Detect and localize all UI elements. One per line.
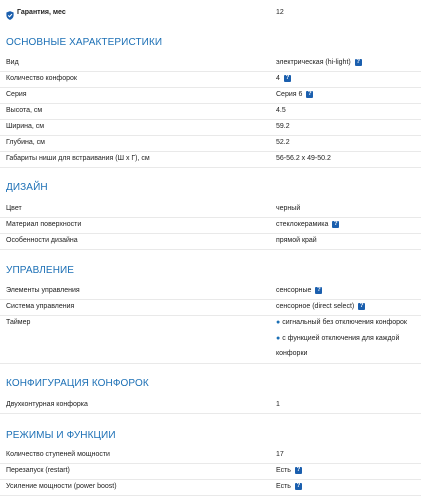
spec-value: 56-56.2 x 49-50.2: [276, 155, 331, 162]
spec-row: [0, 464, 421, 480]
help-icon[interactable]: ?: [317, 286, 321, 293]
spec-label: Габариты ниши для встраивания (Ш х Г), см: [6, 155, 150, 162]
spec-value: Есть ?: [276, 466, 301, 474]
warranty-value: 12: [276, 9, 284, 16]
spec-label: Ширина, см: [6, 123, 45, 130]
spec-value: черный: [276, 205, 301, 212]
spec-value: стеклокерамика ?: [276, 220, 338, 228]
spec-row: [0, 448, 421, 464]
spec-value: прямой край: [276, 237, 317, 244]
spec-row: [0, 152, 421, 168]
section-title-design: ДИЗАЙН: [6, 182, 48, 193]
spec-value: сенсорное (direct select) ?: [276, 302, 364, 310]
spec-row: [0, 234, 421, 250]
spec-row: [0, 88, 421, 104]
help-icon[interactable]: ?: [356, 58, 361, 65]
spec-row: [0, 202, 421, 218]
spec-row: [0, 136, 421, 152]
section-title-modes: РЕЖИМЫ И ФУНКЦИИ: [6, 430, 116, 441]
spec-row: [0, 120, 421, 136]
spec-row: [0, 72, 421, 88]
spec-row: [0, 56, 421, 72]
spec-value: 4.5: [276, 107, 286, 114]
bullet-icon: ●: [276, 319, 281, 326]
spec-value: 52.2: [276, 139, 290, 146]
spec-row: [0, 398, 421, 414]
spec-label: Вид: [6, 59, 19, 66]
spec-label: Высота, см: [6, 107, 43, 114]
section-title-control: УПРАВЛЕНИЕ: [6, 265, 75, 276]
spec-row: [0, 218, 421, 234]
warranty-row: [0, 4, 421, 22]
spec-label: Элементы управления: [6, 287, 80, 294]
spec-row: [0, 284, 421, 300]
spec-value: 1: [276, 401, 280, 408]
spec-label: Система управления: [6, 303, 75, 310]
spec-value: Серия 6 ?: [276, 90, 312, 98]
spec-row: [0, 480, 421, 496]
spec-value: Есть ?: [276, 482, 301, 490]
spec-label: Перезапуск (restart): [6, 467, 70, 474]
timer-option: ● сигнальный без отключения конфорок: [276, 319, 407, 326]
spec-value: 17: [276, 451, 284, 458]
spec-row: [0, 104, 421, 120]
help-icon[interactable]: ?: [296, 482, 301, 489]
section-title-config: КОНФИГУРАЦИЯ КОНФОРОК: [6, 378, 149, 389]
spec-label: Особенности дизайна: [6, 237, 78, 244]
warranty-label: Гарантия, мес: [17, 9, 66, 16]
timer-option-continued: конфорки: [276, 350, 308, 357]
shield-check-icon: [6, 11, 14, 20]
section-title-main: ОСНОВНЫЕ ХАРАКТЕРИСТИКИ: [6, 37, 163, 48]
spec-label: Серия: [6, 91, 27, 98]
help-icon[interactable]: ?: [296, 466, 301, 473]
help-icon[interactable]: ?: [334, 220, 338, 227]
spec-label: Количество ступеней мощности: [6, 451, 110, 458]
spec-value: электрическая (hi-light) ?: [276, 58, 361, 66]
spec-label: Количество конфорок: [6, 75, 77, 82]
spec-label: Усиление мощности (power boost): [6, 483, 117, 490]
spec-row: [0, 300, 421, 316]
help-icon[interactable]: ?: [285, 74, 290, 81]
help-icon[interactable]: ?: [359, 302, 364, 309]
spec-label: Материал поверхности: [6, 221, 82, 228]
spec-label: Цвет: [6, 205, 22, 212]
spec-value: сенсорные ?: [276, 286, 321, 294]
spec-label: Глубина, см: [6, 139, 45, 146]
spec-value: 4 ?: [276, 74, 290, 82]
bullet-icon: ●: [276, 335, 281, 342]
help-icon[interactable]: ?: [308, 90, 312, 97]
spec-label: Таймер: [6, 319, 31, 326]
spec-value: 59.2: [276, 123, 290, 130]
spec-label: Двухконтурная конфорка: [6, 401, 88, 408]
timer-option: ● с функцией отключения для каждой: [276, 335, 400, 342]
